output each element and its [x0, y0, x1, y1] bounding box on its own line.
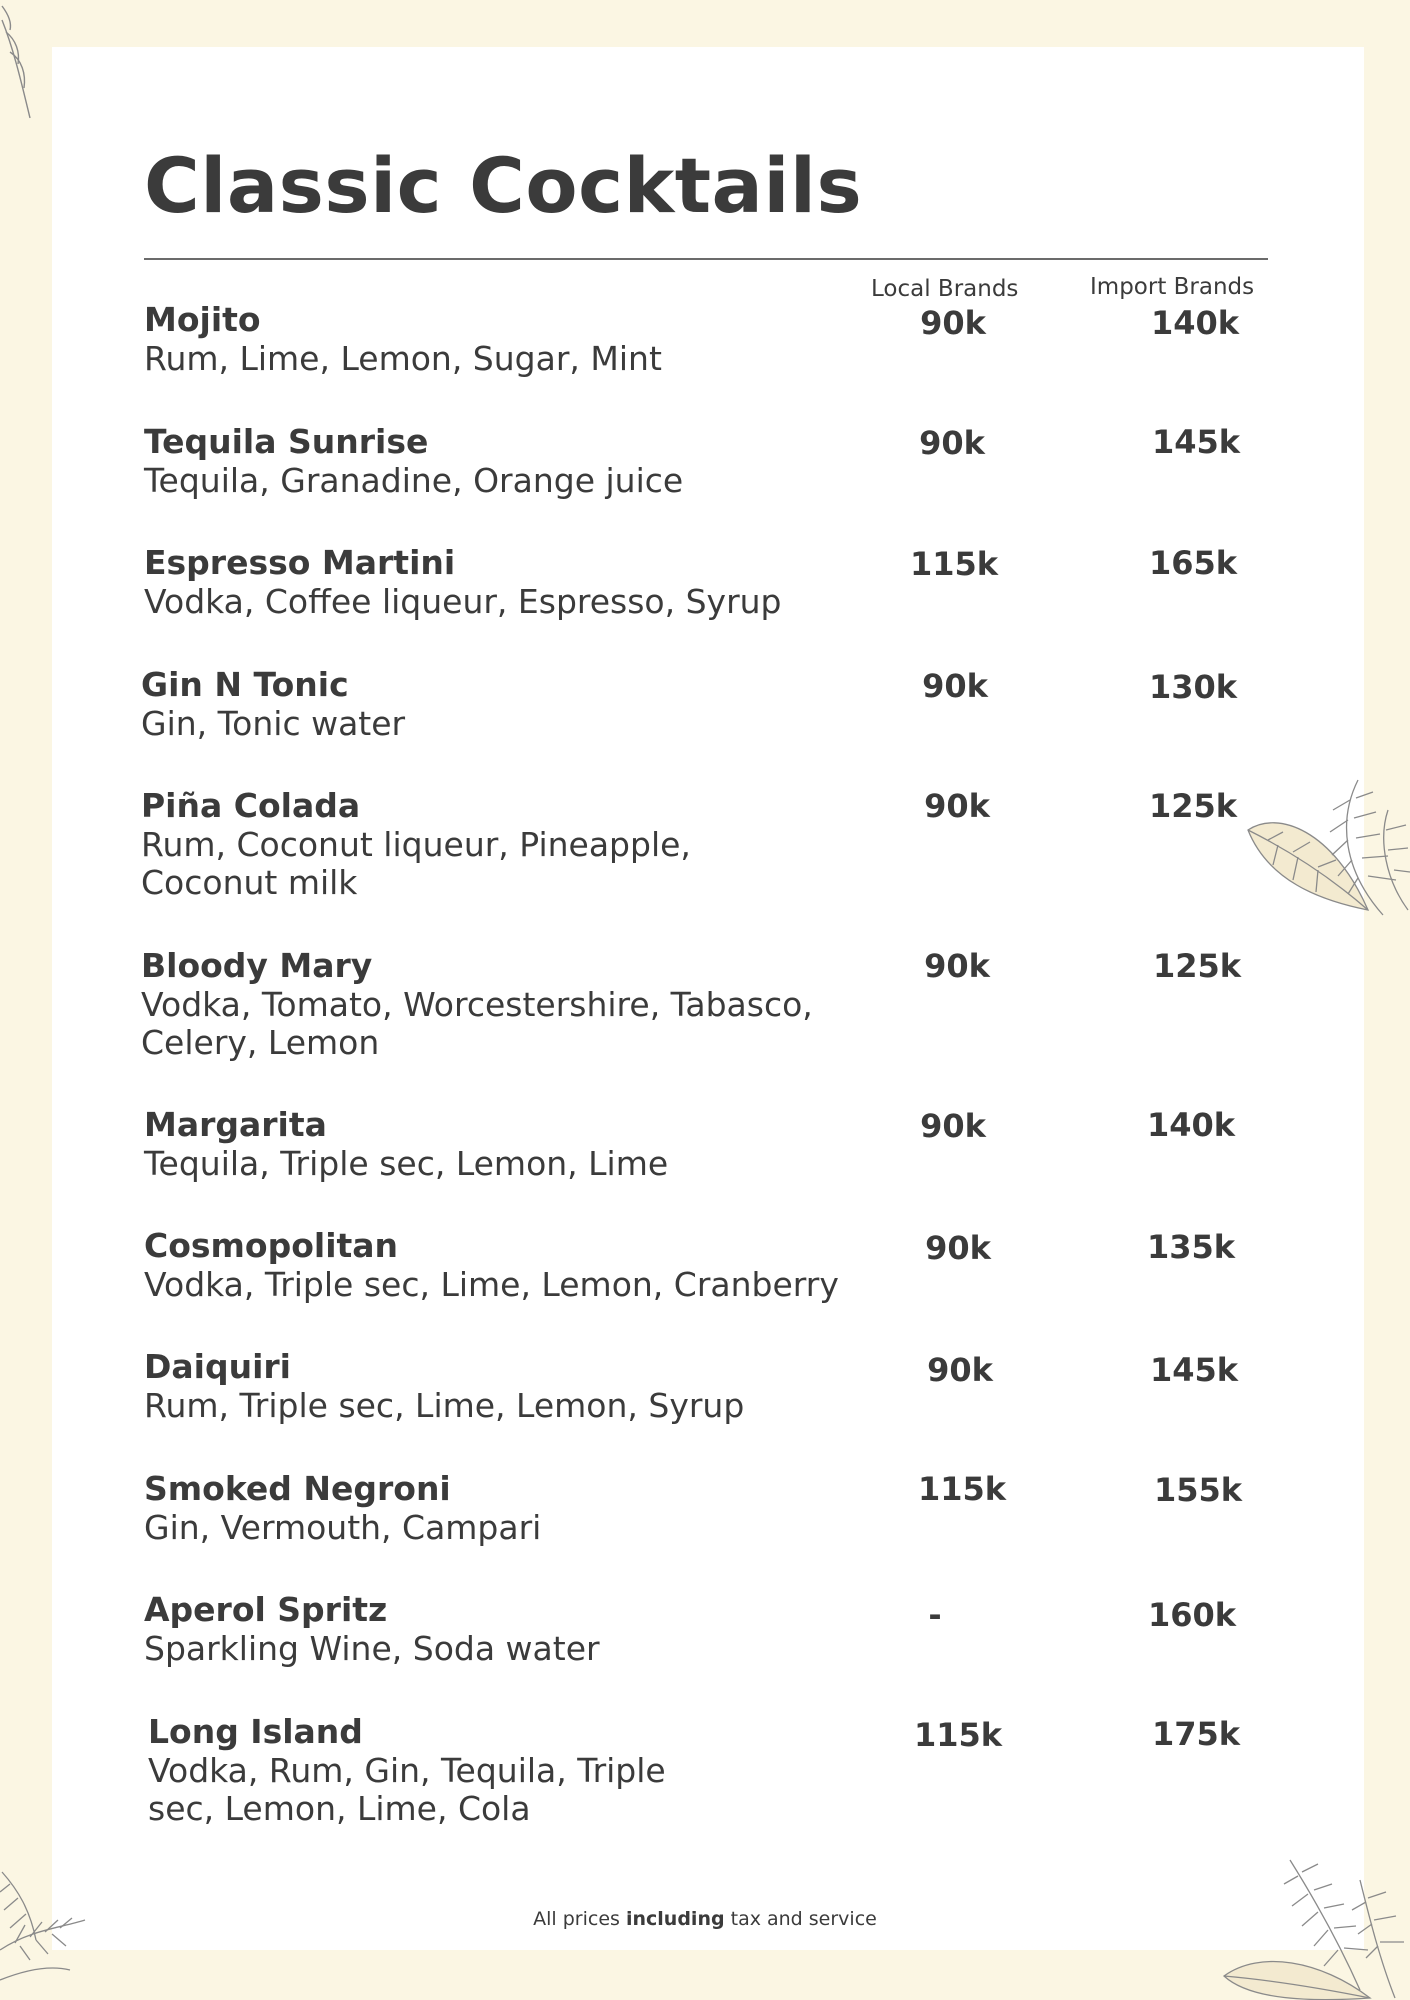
cocktail-name: Gin N Tonic: [141, 665, 349, 704]
cocktail-name: Aperol Spritz: [144, 1590, 388, 1629]
cocktail-ingredients: Vodka, Rum, Gin, Tequila, Triple: [148, 1751, 666, 1790]
cocktail-ingredients-continued: Celery, Lemon: [141, 1023, 380, 1062]
cocktail-ingredients: Vodka, Coffee liqueur, Espresso, Syrup: [144, 582, 782, 621]
list-item: [144, 1226, 1004, 1304]
price-import: 125k: [1152, 947, 1242, 985]
cocktail-ingredients: Rum, Triple sec, Lime, Lemon, Syrup: [144, 1386, 745, 1425]
price-note-emphasis: including: [625, 1908, 725, 1930]
price-local: 115k: [913, 1716, 1003, 1754]
cocktail-name: Piña Colada: [141, 786, 361, 825]
price-local: 90k: [927, 1351, 993, 1389]
cocktail-ingredients: Rum, Coconut liqueur, Pineapple,: [141, 825, 691, 864]
cocktail-ingredients: Gin, Tonic water: [141, 704, 406, 743]
price-local: 90k: [925, 1229, 991, 1267]
cocktail-ingredients: Vodka, Triple sec, Lime, Lemon, Cranberry: [144, 1265, 839, 1304]
price-local: 90k: [924, 787, 990, 825]
cocktail-name: Margarita: [144, 1105, 327, 1144]
cocktail-name: Cosmopolitan: [144, 1226, 399, 1265]
palm-leaf-icon-right: [1238, 770, 1410, 920]
list-item: [144, 1347, 1004, 1425]
price-local: 115k: [917, 1470, 1007, 1508]
price-local: 90k: [920, 304, 986, 342]
price-local: 90k: [924, 947, 990, 985]
cocktail-ingredients: Gin, Vermouth, Campari: [144, 1508, 542, 1547]
price-import: 130k: [1148, 668, 1238, 706]
price-local: 90k: [922, 667, 988, 705]
price-import: 145k: [1151, 423, 1241, 461]
cocktail-ingredients: Vodka, Tomato, Worcestershire, Tabasco,: [141, 985, 813, 1024]
list-item: [141, 946, 1001, 1062]
column-header-import: Import Brands: [1090, 274, 1255, 300]
cocktail-name: Long Island: [148, 1712, 363, 1751]
cocktail-name: Espresso Martini: [144, 543, 456, 582]
price-import: 125k: [1148, 787, 1238, 825]
price-note-prefix: All prices: [533, 1908, 626, 1930]
list-item: [148, 1712, 1008, 1828]
cocktail-ingredients-continued: sec, Lemon, Lime, Cola: [148, 1789, 531, 1828]
price-import: 155k: [1153, 1471, 1243, 1509]
cocktail-name: Smoked Negroni: [144, 1469, 451, 1508]
price-import: 140k: [1146, 1106, 1236, 1144]
cocktail-ingredients: Sparkling Wine, Soda water: [144, 1629, 600, 1668]
list-item: [144, 1469, 1004, 1547]
price-import: 165k: [1148, 544, 1238, 582]
cocktail-name: Bloody Mary: [141, 946, 373, 985]
page-title: Classic Cocktails: [144, 141, 863, 230]
column-header-local: Local Brands: [871, 276, 1019, 302]
price-local: -: [928, 1596, 942, 1634]
price-local: 115k: [909, 545, 999, 583]
cocktail-ingredients: Tequila, Triple sec, Lemon, Lime: [144, 1144, 669, 1183]
price-note: [0, 1908, 1410, 1930]
palm-leaf-icon-bottom-left: [0, 1870, 90, 2000]
cocktail-name: Tequila Sunrise: [144, 422, 429, 461]
price-import: 145k: [1149, 1351, 1239, 1389]
price-local: 90k: [919, 424, 985, 462]
list-item: [141, 786, 1001, 902]
price-import: 140k: [1150, 304, 1240, 342]
price-import: 135k: [1146, 1228, 1236, 1266]
cocktail-name: Daiquiri: [144, 1347, 291, 1386]
list-item: [144, 300, 1004, 378]
list-item: [144, 1105, 1004, 1183]
price-import: 160k: [1147, 1596, 1237, 1634]
list-item: [144, 422, 1004, 500]
price-note-suffix: tax and service: [724, 1908, 877, 1930]
price-import: 175k: [1151, 1715, 1241, 1753]
cocktail-ingredients-continued: Coconut milk: [141, 863, 358, 902]
price-local: 90k: [920, 1107, 986, 1145]
cocktail-name: Mojito: [144, 300, 261, 339]
cocktail-ingredients: Tequila, Granadine, Orange juice: [144, 461, 684, 500]
title-divider: [144, 258, 1268, 260]
cocktail-ingredients: Rum, Lime, Lemon, Sugar, Mint: [144, 339, 662, 378]
list-item: [144, 543, 1004, 621]
leaf-icon-top-left: [0, 0, 40, 125]
list-item: [141, 665, 1001, 743]
